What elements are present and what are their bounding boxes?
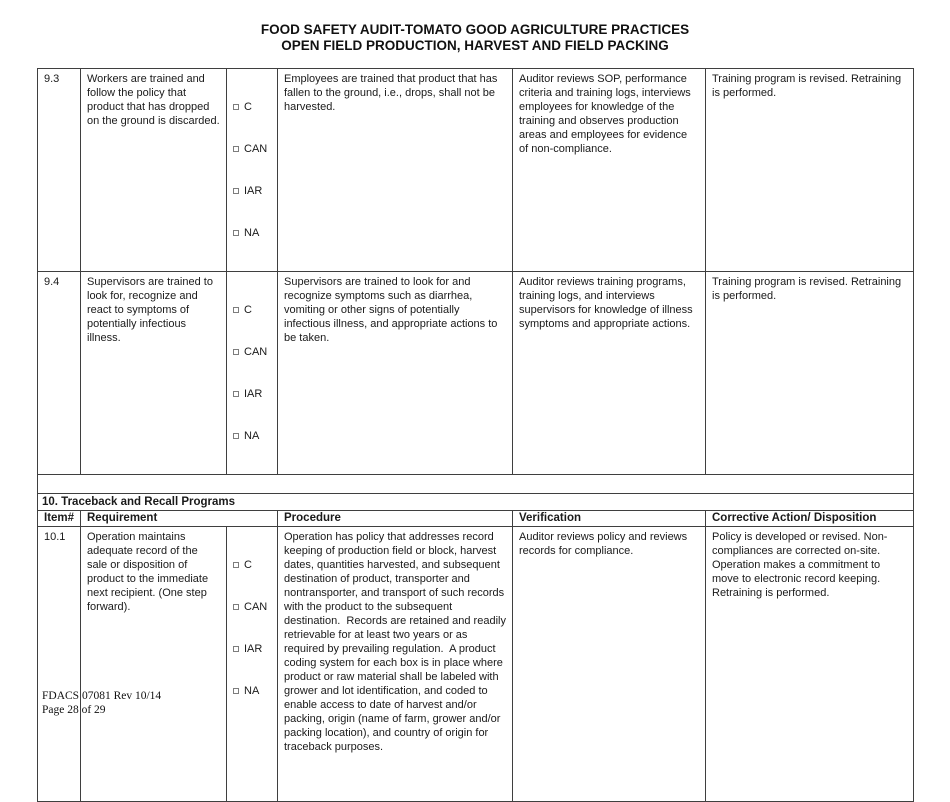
- checkbox-option-na: [233, 226, 271, 240]
- checkbox-icon: [233, 562, 239, 568]
- checkbox-option-can: [233, 600, 271, 614]
- checkbox-icon: [233, 230, 239, 236]
- checkbox-option-na: [233, 684, 271, 698]
- checkbox-label: NA: [244, 685, 260, 697]
- table-row-9-4: [38, 272, 914, 475]
- document-title: [0, 22, 950, 54]
- checkbox-label: C: [244, 304, 252, 316]
- checkbox-option-can: [233, 345, 271, 359]
- checkbox-label: C: [244, 101, 252, 113]
- page-footer: [42, 690, 161, 717]
- compliance-checkbox-group: [227, 272, 278, 475]
- checkbox-option-iar: [233, 184, 271, 198]
- checkbox-icon: [233, 146, 239, 152]
- requirement-cell: Supervisors are trained to look for, recognize and react to symptoms of potentially infectious illness.: [81, 272, 227, 475]
- document-title-line1: FOOD SAFETY AUDIT-TOMATO GOOD AGRICULTURE PRACTICES: [260, 22, 690, 37]
- checkbox-option-c: [233, 558, 271, 572]
- column-header-row: [38, 511, 914, 527]
- checkbox-option-can: [233, 142, 271, 156]
- checkbox-icon: [233, 104, 239, 110]
- checkbox-option-c: [233, 100, 271, 114]
- table-row-9-3: [38, 69, 914, 272]
- item-number: 10.1: [38, 527, 81, 802]
- procedure-cell: Supervisors are trained to look for and recognize symptoms such as diarrhea, vomiting or other signs of potentially infectious illness, and appropriate actions to be taken.: [278, 272, 513, 475]
- spacer-row: [38, 475, 914, 494]
- checkbox-label: NA: [244, 227, 260, 239]
- checkbox-icon: [233, 433, 239, 439]
- procedure-cell: Employees are trained that product that has fallen to the ground, i.e., drops, shall not be harvested.: [278, 69, 513, 272]
- checkbox-label: IAR: [244, 185, 263, 197]
- requirement-cell: Operation maintains adequate record of the sale or disposition of product to the immediate next recipient. (One step forward).: [81, 527, 227, 802]
- compliance-checkbox-group: [227, 69, 278, 272]
- column-header-item: Item#: [38, 511, 81, 527]
- checkbox-icon: [233, 188, 239, 194]
- checkbox-label: CAN: [244, 346, 268, 358]
- footer-form-number: FDACS 07081 Rev 10/14: [42, 690, 162, 702]
- column-header-requirement: Requirement: [81, 511, 278, 527]
- checkbox-icon: [233, 307, 239, 313]
- verification-cell: Auditor reviews training programs, training logs, and interviews supervisors for knowledge of illness symptoms and appropriate actions.: [513, 272, 706, 475]
- document-title-line2: OPEN FIELD PRODUCTION, HARVEST AND FIELD PACKING: [281, 38, 669, 53]
- checkbox-icon: [233, 646, 239, 652]
- item-number: 9.4: [38, 272, 81, 475]
- checkbox-label: CAN: [244, 601, 268, 613]
- checkbox-label: C: [244, 559, 252, 571]
- spacer-cell: [38, 475, 914, 494]
- column-header-verification: Verification: [513, 511, 706, 527]
- column-header-corrective-action: Corrective Action/ Disposition: [706, 511, 914, 527]
- checkbox-label: IAR: [244, 643, 263, 655]
- procedure-cell: Operation has policy that addresses record keeping of production field or block, harvest dates, quantities harvested, and subsequent destination of product, transporter and nontransporter, and transport of such records with the product to the subsequent destination. Records are retained and readily retrievable for at least two years or as required by prevailing regulation. A product coding system for each box is in place where product or raw material shall be labeled with grower and lot identification, and coded to enable access to date of harvest and/or packing, origin (name of farm, grower and/or packing location), and country of origin for traceback purposes.: [278, 527, 513, 802]
- verification-cell: Auditor reviews SOP, performance criteria and training logs, interviews employees for knowledge of the training and observes production areas and employees for evidence of non-compliance.: [513, 69, 706, 272]
- footer-page-number: Page 28 of 29: [42, 703, 106, 716]
- corrective-action-cell: Policy is developed or revised. Non-compliances are corrected on-site. Operation makes a commitment to move to electronic record keeping. Retraining is performed.: [706, 527, 914, 802]
- checkbox-icon: [233, 604, 239, 610]
- checkbox-option-na: [233, 429, 271, 443]
- checkbox-icon: [233, 391, 239, 397]
- corrective-action-cell: Training program is revised. Retraining is performed.: [706, 272, 914, 475]
- table-row-10-1: [38, 527, 914, 802]
- checkbox-icon: [233, 349, 239, 355]
- item-number: 9.3: [38, 69, 81, 272]
- checkbox-label: IAR: [244, 388, 263, 400]
- compliance-checkbox-group: [227, 527, 278, 802]
- checkbox-option-iar: [233, 387, 271, 401]
- checkbox-option-iar: [233, 642, 271, 656]
- checkbox-icon: [233, 688, 239, 694]
- verification-cell: Auditor reviews policy and reviews records for compliance.: [513, 527, 706, 802]
- corrective-action-cell: Training program is revised. Retraining is performed.: [706, 69, 914, 272]
- column-header-procedure: Procedure: [278, 511, 513, 527]
- audit-table: [37, 68, 914, 802]
- checkbox-option-c: [233, 303, 271, 317]
- requirement-cell: Workers are trained and follow the policy that product that has dropped on the ground is discarded.: [81, 69, 227, 272]
- checkbox-label: CAN: [244, 143, 268, 155]
- section-header-row: [38, 494, 914, 511]
- checkbox-label: NA: [244, 430, 260, 442]
- section-header: 10. Traceback and Recall Programs: [38, 494, 914, 511]
